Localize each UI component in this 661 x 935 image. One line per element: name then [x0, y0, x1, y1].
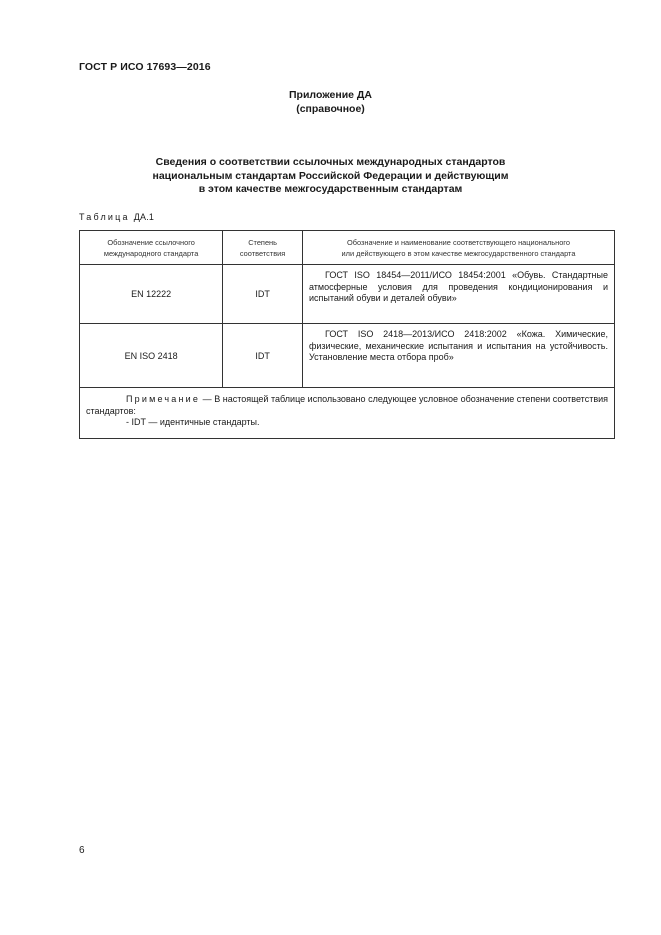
heading-line-3: в этом качестве межгосударственным стандартам: [198, 183, 463, 195]
standards-table: [79, 230, 615, 439]
header-degree: [223, 231, 303, 265]
header-col2-line2: соответствия: [239, 248, 286, 258]
heading-line-1: Сведения о соответствии ссылочных международных стандартов: [155, 156, 506, 168]
row-reference: EN ISO 2418: [80, 324, 223, 388]
header-col2-line1: Степень: [248, 237, 277, 247]
table-caption: [79, 212, 154, 222]
section-heading: [0, 156, 661, 197]
row-description: [302, 265, 614, 324]
annex-subtitle: (справочное): [296, 103, 365, 115]
row-degree: IDT: [223, 324, 303, 388]
note-label: Примечание: [126, 394, 201, 404]
row-description-text: ГОСТ ISO 2418—2013/ИСО 2418:2002 «Кожа. Химические, физические, механические испытания и испытания на устойчивость. Установление места отбора проб»: [308, 329, 608, 362]
note-item: - IDT — идентичные стандарты.: [126, 417, 260, 427]
header-col1-line1: Обозначение ссылочного: [107, 237, 195, 247]
note-text-block: [86, 394, 608, 417]
annex-title-block: [0, 88, 661, 116]
header-col1-line2: международного стандарта: [103, 248, 199, 258]
row-reference: EN 12222: [80, 265, 223, 324]
table-caption-number: ДА.1: [133, 212, 155, 222]
table-row: [80, 265, 615, 324]
row-description: [302, 324, 614, 388]
note-text: — В настоящей таблице использовано следующее условное обозначение степени соответствия стандартов:: [86, 394, 608, 416]
header-national-standard: [302, 231, 614, 265]
document-header: ГОСТ Р ИСО 17693—2016: [79, 61, 211, 73]
table-row: [80, 324, 615, 388]
table-note: [80, 388, 615, 439]
page-number: 6: [79, 845, 85, 856]
row-description-text: ГОСТ ISO 18454—2011/ИСО 18454:2001 «Обувь. Стандартные атмосферные условия для проведения кондиционирования и испытаний обуви и деталей обуви»: [308, 270, 608, 303]
row-degree: IDT: [223, 265, 303, 324]
annex-title: Приложение ДА: [289, 89, 372, 101]
header-col3-line1: Обозначение и наименование соответствующего национального: [347, 237, 570, 247]
heading-line-2: национальным стандартам Российской Федерации и действующим: [152, 169, 509, 182]
header-col3-line2: или действующего в этом качестве межгосударственного стандарта: [341, 248, 576, 258]
table-caption-word: Таблица: [79, 212, 130, 222]
table-note-row: [80, 388, 615, 439]
table-header-row: [80, 231, 615, 265]
header-reference-standard: [80, 231, 223, 265]
